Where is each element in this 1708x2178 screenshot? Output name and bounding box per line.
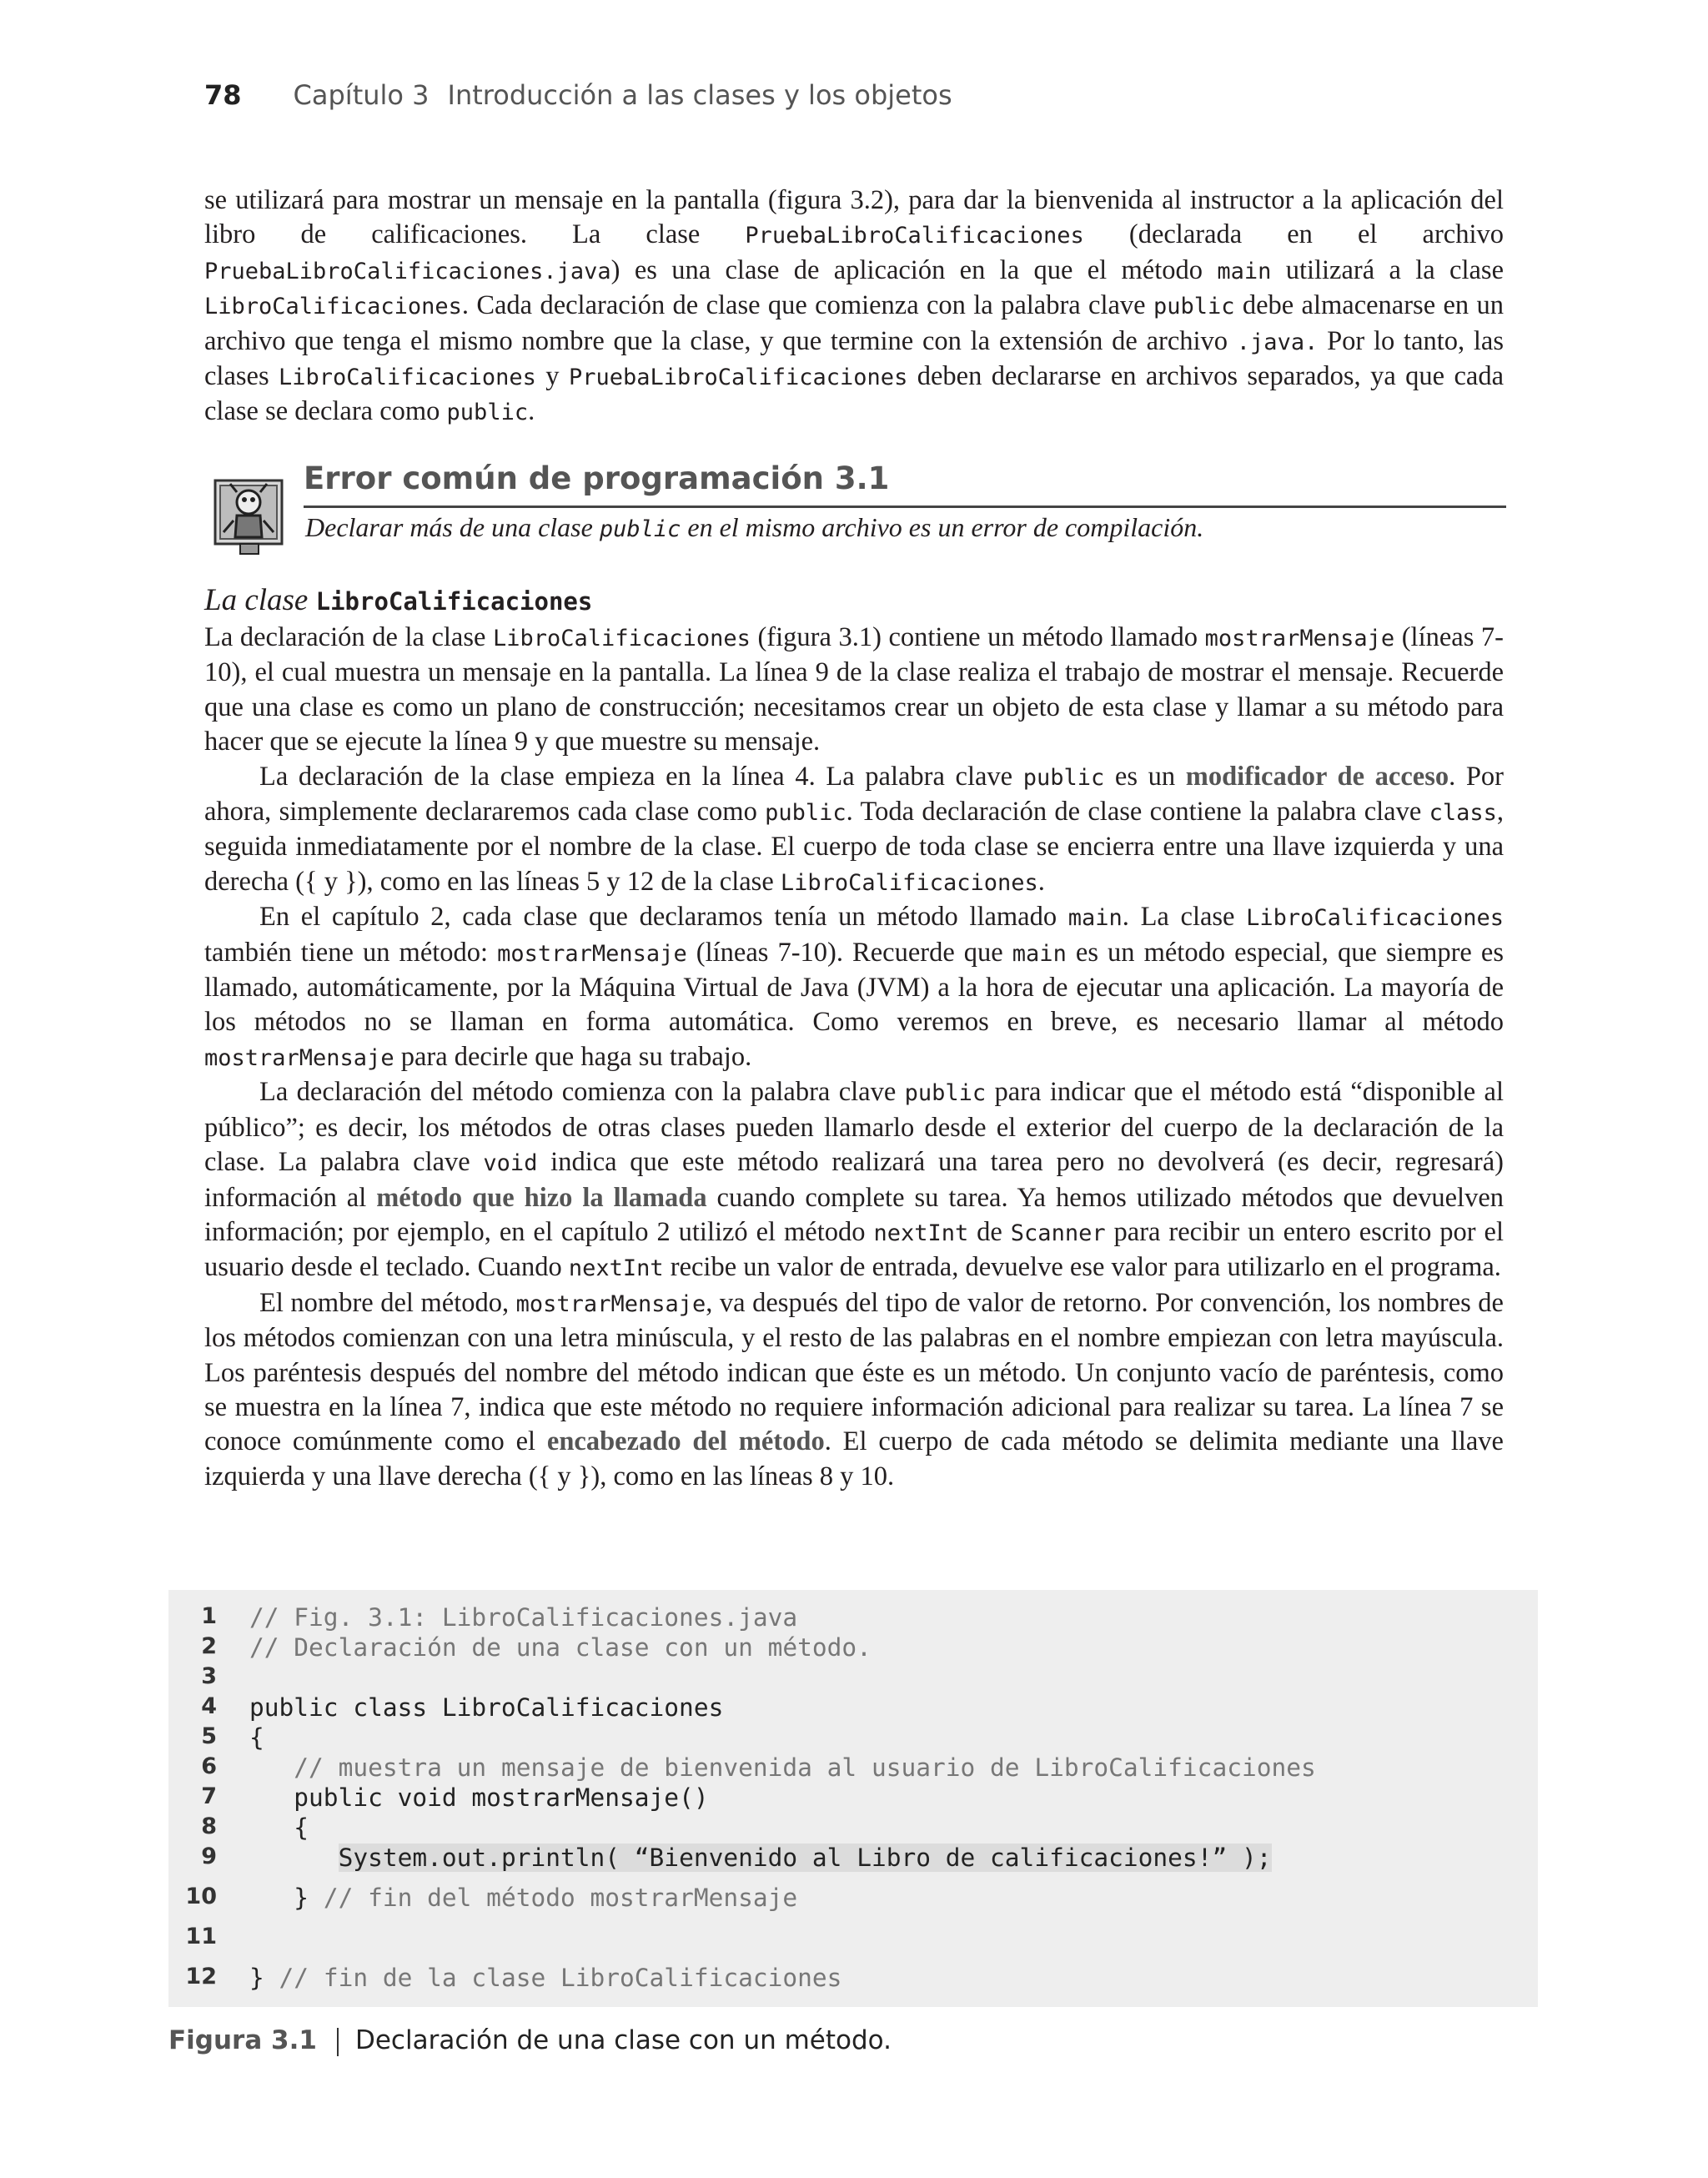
code-text (249, 1844, 1272, 1872)
inline-code: LibroCalificaciones (204, 294, 462, 320)
line-number: 1 (201, 1603, 217, 1629)
inline-code: class (1429, 800, 1497, 827)
figure-caption (168, 2025, 892, 2056)
inline-code: LibroCalificaciones (279, 365, 536, 391)
code-text (249, 1633, 872, 1662)
chapter-label: Capítulo 3 (293, 79, 430, 111)
inline-code: public (904, 1080, 987, 1107)
inline-code: public (765, 800, 846, 827)
line-number: 2 (201, 1633, 217, 1659)
inline-code: main (1012, 940, 1067, 967)
caption-separator (337, 2028, 339, 2056)
code-comment: // Fig. 3.1: LibroCalificaciones.java (249, 1603, 798, 1632)
figure-caption-text: Declaración de una clase con un método. (354, 2025, 892, 2055)
line-number: 11 (185, 1924, 217, 1949)
code-text: } // fin del método mostrarMensaje (249, 1884, 798, 1912)
key-term: método que hizo la llamada (376, 1182, 707, 1213)
highlighted-code: System.out.println( “Bienvenido al Libro de calificaciones!” ); (338, 1844, 1272, 1872)
code-text: public class LibroCalificaciones (249, 1693, 724, 1722)
inline-code: LibroCalificaciones (1246, 905, 1504, 932)
inline-code: PruebaLibroCalificaciones (568, 365, 908, 391)
code-text: { (249, 1723, 264, 1752)
code-listing (168, 1590, 1538, 2007)
common-error-box (207, 457, 1506, 557)
line-number: 4 (201, 1693, 217, 1719)
inline-code: mostrarMensaje (515, 1290, 706, 1317)
inline-code: LibroCalificaciones (780, 869, 1038, 896)
paragraph: El nombre del método, mostrarMensaje, va después del tipo de valor de retorno. Por convención, los nombres de los métodos comienzan con una letra minúscula, y el resto de las palabras en el nombre empiezan con letra mayúscula. Los paréntesis después del nombre del método indican que éste es un método. Un conjunto vacío de paréntesis, como se muestra en la línea 7, indica que este método no requiere información adicional para realizar su tarea. La línea 7 se conoce comúnmente como el encabezado del método. El cuerpo de cada método se delimita mediante una llave izquierda y una llave derecha ({ y }), como en las líneas 8 y 10. (204, 1287, 1504, 1491)
code-text: { (249, 1813, 309, 1842)
paragraph: En el capítulo 2, cada clase que declaramos tenía un método llamado main. La clase LibroCalificaciones también tiene un método: mostrarMensaje (líneas 7-10). Recuerde que main es un método especial, que siempre es llamado, automáticamente, por la Máquina Virtual de Java (JVM) a la hora de ejecutar una aplicación. La mayoría de los métodos no se llaman en forma automática. Como veremos en breve, es necesario llamar al método mostrarMensaje para decirle que haga su trabajo. (204, 902, 1504, 1072)
section-heading-text: La clase (204, 583, 309, 617)
line-number: 7 (201, 1783, 217, 1809)
page-number: 78 (204, 79, 242, 111)
inline-code: .java. (1236, 329, 1319, 355)
inline-code: Scanner (1010, 1220, 1106, 1246)
inline-code: public (1153, 294, 1235, 320)
inline-code: nextInt (568, 1255, 664, 1282)
code-comment: // muestra un mensaje de bienvenida al usuario de LibroCalificaciones (294, 1753, 1316, 1782)
error-box-text: Declarar más de una clase public en el mismo archivo es un error de compilación. (305, 512, 1204, 542)
inline-code: public (599, 516, 681, 542)
inline-code: main (1068, 905, 1123, 932)
line-number: 5 (201, 1723, 217, 1749)
line-number: 6 (201, 1753, 217, 1779)
key-term: encabezado del método (546, 1426, 825, 1457)
paragraph: La declaración de la clase LibroCalificaciones (figura 3.1) contiene un método llamado mostrarMensaje (líneas 7-10), el cual muestra un mensaje en la pantalla. La línea 9 de la clase realiza el trabajo de mostrar el mensaje. Recuerde que una clase es como un plano de construcción; necesitamos crear un objeto de esta clase y llamar a su método para hacer que se ejecute la línea 9 y que muestre su mensaje. (204, 622, 1504, 757)
paragraph: La declaración de la clase empieza en la línea 4. La palabra clave public es un modificador de acceso. Por ahora, simplemente declararemos cada clase como public. Toda declaración de clase contiene la palabra clave class, seguida inmediatamente por el nombre de la clase. El cuerpo de toda clase se encierra entre una llave izquierda y una derecha ({ y }), como en las líneas 5 y 12 de la clase LibroCalificaciones. (204, 761, 1505, 897)
code-comment: // fin del método mostrarMensaje (323, 1884, 798, 1912)
error-box-title: Error común de programación 3.1 (304, 457, 1506, 508)
inline-code: PruebaLibroCalificaciones.java (204, 258, 611, 284)
section-heading (204, 582, 592, 618)
code-comment: // fin de la clase LibroCalificaciones (279, 1964, 842, 1992)
line-number: 3 (201, 1663, 217, 1689)
bug-warning-icon (212, 474, 295, 557)
inline-code: mostrarMensaje (204, 1044, 394, 1071)
inline-code: public (446, 400, 529, 426)
inline-code: mostrarMensaje (1204, 626, 1395, 651)
inline-code: mostrarMensaje (497, 940, 687, 967)
code-text: } // fin de la clase LibroCalificaciones (249, 1964, 842, 1992)
line-number: 10 (185, 1884, 217, 1909)
inline-code: LibroCalificaciones (493, 626, 751, 651)
code-comment: // Declaración de una clase con un método. (249, 1633, 872, 1662)
inline-code: PruebaLibroCalificaciones (745, 223, 1084, 249)
key-term: modificador de acceso (1185, 761, 1449, 792)
inline-code: public (1022, 764, 1105, 791)
intro-paragraph (204, 184, 1504, 430)
inline-code: nextInt (873, 1220, 969, 1246)
figure-label: Figura 3.1 (168, 2025, 317, 2055)
line-number: 8 (201, 1813, 217, 1839)
paragraph: se utilizará para mostrar un mensaje en la pantalla (figura 3.2), para dar la bienvenida al instructor a la aplicación del libro de calificaciones. La clase PruebaLibroCalificaciones (declarada en el archivo PruebaLibroCalificaciones.java) es una clase de aplicación en la que el método main utilizará a la clase LibroCalificaciones. Cada declaración de clase que comienza con la palabra clave public debe almacenarse en un archivo que tenga el mismo nombre que la clase, y que termine con la extensión de archivo .java. Por lo tanto, las clases LibroCalificaciones y PruebaLibroCalificaciones deben declararse en archivos separados, ya que cada clase se declara como public. (204, 185, 1505, 427)
section-heading-code: LibroCalificaciones (315, 587, 593, 616)
line-number: 9 (201, 1844, 217, 1869)
paragraph: La declaración del método comienza con la palabra clave public para indicar que el método está “disponible al público”; es decir, los métodos de otras clases pueden llamarlo desde el exterior del cuerpo de la declaración de la clase. La palabra clave void indica que este método realizará una tarea pero no devolverá (es decir, regresará) información al método que hizo la llamada cuando complete su tarea. Ya hemos utilizado métodos que devuelven información; por ejemplo, en el capítulo 2 utilizó el método nextInt de Scanner para recibir un entero escrito por el usuario desde el teclado. Cuando nextInt recibe un valor de entrada, devuelve ese valor para utilizarlo en el programa. (204, 1077, 1504, 1283)
code-text (249, 1603, 797, 1632)
code-text: public void mostrarMensaje() (249, 1783, 709, 1812)
line-number: 12 (185, 1964, 217, 1989)
chapter-title: Introducción a las clases y los objetos (447, 79, 952, 111)
inline-code: void (483, 1150, 538, 1177)
code-text (249, 1753, 1316, 1782)
page-header (204, 79, 952, 111)
inline-code: main (1217, 258, 1272, 284)
body-text (204, 621, 1504, 1494)
